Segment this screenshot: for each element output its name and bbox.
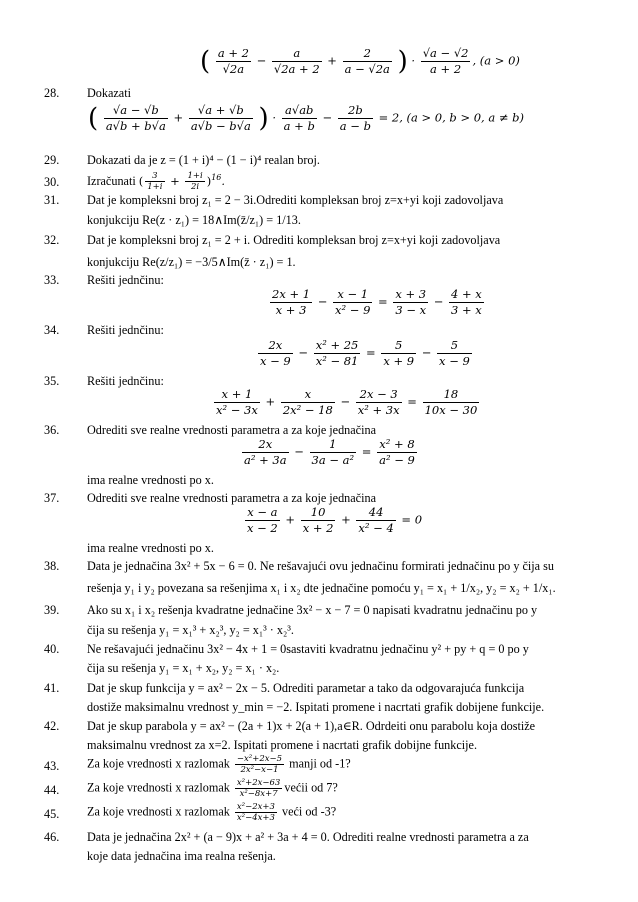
equation-34: $\frac{2x}{x - 9}$ − $\frac{\text{x² + 25}}{\text{x² − 81}}$ = $\frac{5}{x + 9}$ − $\frac{5}{x - 9}$ bbox=[260, 338, 470, 368]
equation-36: $\frac{2x}{\text{a² + 3a}}$ − $\frac{1}{\text{3a − a²}}$ = $\frac{\text{x² + 8}}{\text{a² − 9}}$ bbox=[244, 437, 415, 467]
equation-33: $\frac{2x + 1}{x + 3}$ − $\frac{x - 1}{\text{x² − 9}}$ = $\frac{x + 3}{3 - x}$ − $\frac{4 + x}{3 + x}$ bbox=[272, 287, 482, 317]
top-expression: ( $\frac{a + 2}{√2a}$ − $\frac{a}{√2a + 2}$ + $\frac{2}{a - √2a}$ ) · $\frac{√a - √2}{a + 2}$ , (a > 0) bbox=[200, 46, 520, 77]
equation-35: $\frac{x + 1}{\text{x² − 3x}}$ + $\frac{x}{\text{2x² − 18}}$ − $\frac{2x - 3}{\text{x² + 3x}}$ = $\frac{18}{10x - 30}$ bbox=[216, 387, 478, 417]
equation-37: $\frac{x - a}{x - 2}$ + $\frac{10}{x + 2}$ + $\frac{44}{\text{x² − 4}}$ = 0 bbox=[247, 505, 423, 535]
document-page: ( $\frac{a + 2}{√2a}$ − $\frac{a}{√2a + 2}$ + $\frac{2}{a - √2a}$ ) · $\frac{√a - √2}{a + 2}$ , (a > 0) 28. Dokazati ( $\frac{√a - √b}{a√b + b√a}$ + $\frac{√a + √b}{a√b - b√a}$ ) · $\frac{a√ab}{a + b}$ − $\frac{2b}{a - b}$ = 2, (a > 0, b > 0, a ≠ b) 29. Dokazati da je z = (1 + i)⁴ − (1 − i)⁴ realan broj. 30. Izračunati ( $\frac{3}{1+i}$ + $\frac{1+i}{2i}$ )$^{16}$. 31. Dat je kompleksni broj z₁ = 2 − 3i.Odrediti kompleksan broj z=x+yi koji zadovoljava konjukciju Re(z · z₁) = 18∧Im(z̄/z₁) = 1/13. 32. Dat je kompleksni broj z₁ = 2 + i. Odrediti kompleksan broj z=x+yi koji zadovoljava konjukciju Re(z/z₁) = −3/5∧Im(z̄ · z₁) = 1. 33. Rešiti jednčinu: $\frac{2x + 1}{x + 3}$ − $\frac{x - 1}{\text{x² − 9}}$ = $\frac{x + 3}{3 - x}$ − $\frac{4 + x}{3 + x}$ 34. Rešiti jednčinu: $\frac{2x}{x - 9}$ − $\frac{\text{x² + 25}}{\text{x² − 81}}$ = $\frac{5}{x + 9}$ − $\frac{5}{x - 9}$ 35. Rešiti jednčinu: $\frac{x + 1}{\text{x² − 3x}}$ + $\frac{x}{\text{2x² − 18}}$ − $\frac{2x - 3}{\text{x² + 3x}}$ = $\frac{18}{10x - 30}$ 36. Odrediti sve realne vrednosti parametra a za koje jednačina $\frac{2x}{\text{a² + 3a}}$ − $\frac{1}{\text{3a − a²}}$ = $\frac{\text{x² + 8}}{\text{a² − 9}}$ ima realne vrednosti po x. 37. Odrediti sve realne vrednosti parametra a za koje jednačina $\frac{x - a}{x - 2}$ + $\frac{10}{x + 2}$ + $\frac{44}{\text{x² − 4}}$ = 0 ima realne vrednosti po x. 38. Data je jednačina 3x² + 5x − 6 = 0. Ne rešavajući ovu jednačinu formirati jednačinu po y čija su rešenja y₁ i y₂ povezana sa rešenjima x₁ i x₂ dte jednačine pomoću y₁ = x₁ + 1/x₂, y₂ = x₂ + 1/x₁. 39. Ako su x₁ i x₂ rešenja kvadratne jednačine 3x² − x − 7 = 0 napisati kvadratnu jednačinu po y čija su rešenja y₁ = x₁³ + x₂³, y₂ = x₁³ · x₂³. 40. Ne rešavajući jednačinu 3x² − 4x + 1 = 0sastaviti kvadratnu jednačinu y² + py + q = 0 po y čija su rešenja y₁ = x₁ + x₂, y₂ = x₁ · x₂. 41. Dat je skup funkcija y = ax² − 2x − 5. Odrediti parametar a tako da odgovarajuća funkcija dostiže maksimalnu vrednost y_min = −2. Ispitati promene i nacrtati grafik dobijene funkcije. 42. Dat je skup parabola y = ax² − (2a + 1)x + 2(a + 1),a∈R. Odrdeiti onu parabolu koja dostiže maksimalnu vrednost za x=2. Ispitati promene i nacrtati grafik dobijne funkcije. 43. Za koje vrednosti x razlomak $\frac{\text{−x²+2x−5}}{\text{2x²−x−1}}$ manji od -1? 44. Za koje vrednosti x razlomak $\frac{\text{x²+2x−63}}{\text{x²−8x+7}}$ većii od 7? 45. Za koje vrednosti x razlomak $\frac{\text{x²−2x+3}}{\text{x²−4x+3}}$ veći od -3? 46. Data je jednačina 2x² + (a − 9)x + a² + 3a + 4 = 0. Odrediti realne vrednosti parametra a za koje data jednačina ima realna rešenja. bbox=[44, 46, 556, 863]
equation-28: ( $\frac{√a - √b}{a√b + b√a}$ + $\frac{√a + √b}{a√b - b√a}$ ) · $\frac{a√ab}{a + b}$ − $\frac{2b}{a - b}$ = 2, (a > 0, b > 0, a ≠ b) bbox=[88, 103, 525, 134]
